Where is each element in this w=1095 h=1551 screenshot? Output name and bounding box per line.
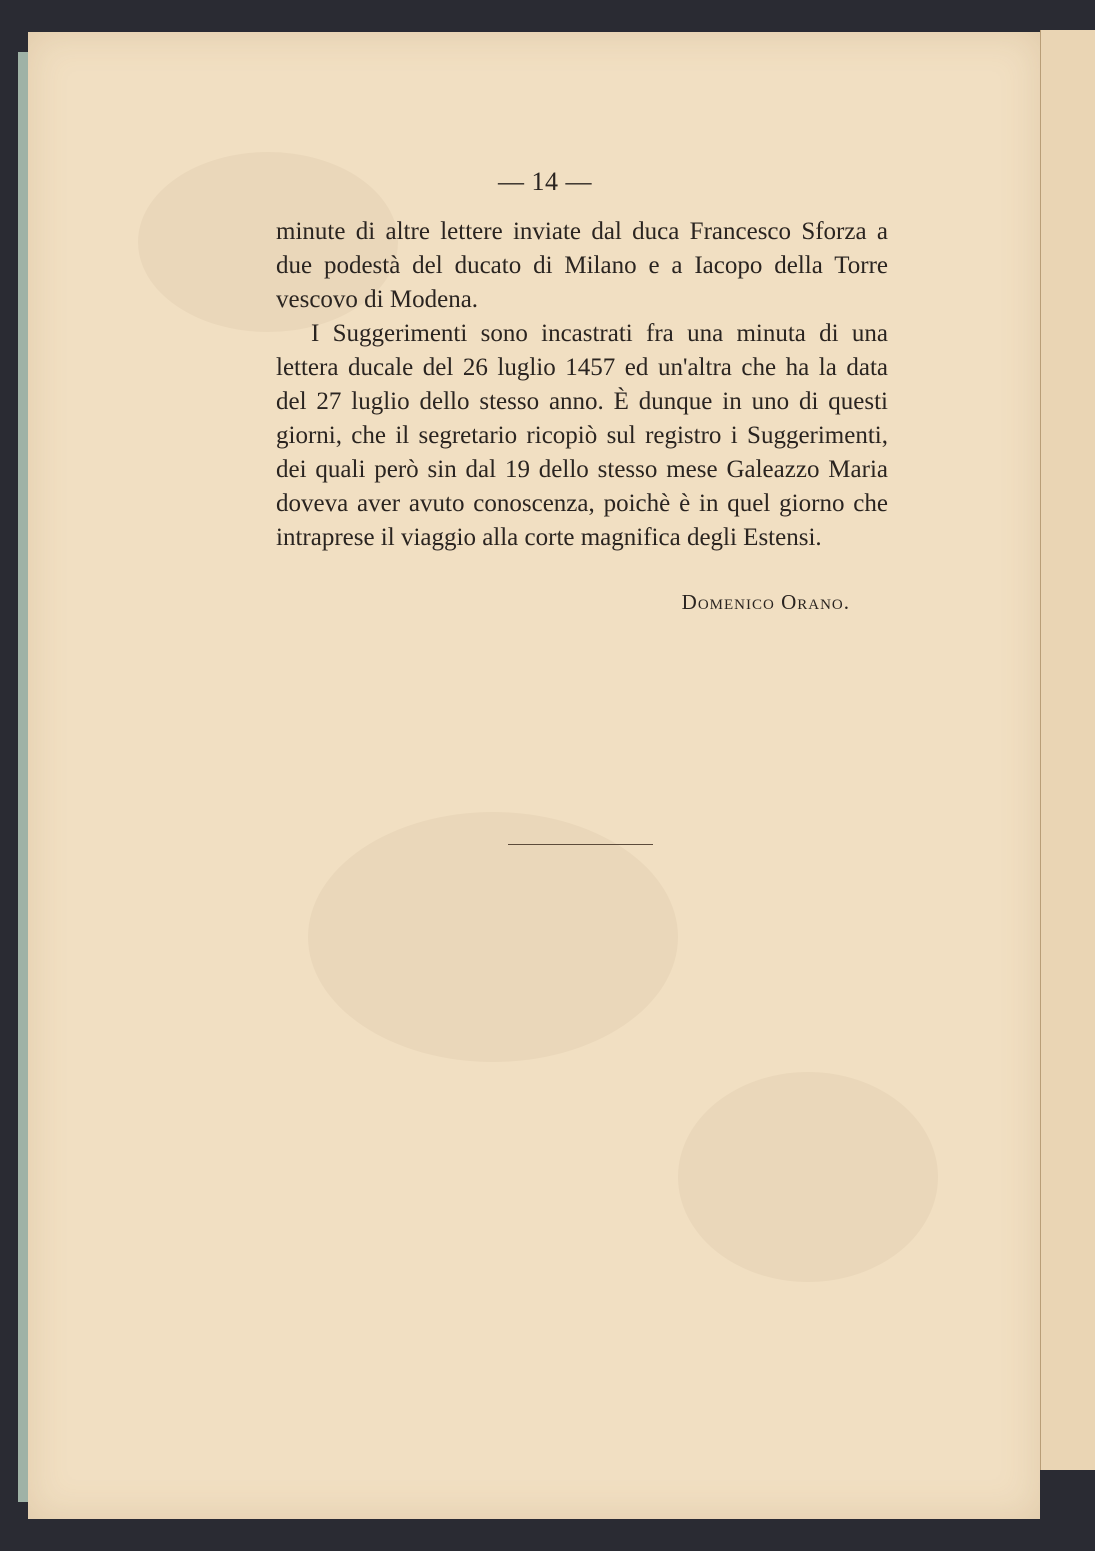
bleed-through-text	[246, 595, 896, 867]
next-page-edge	[1040, 30, 1095, 1470]
paragraph-suggerimenti: I Suggerimenti sono incastrati fra una minuta di una lettera ducale del 26 luglio 1457 ed un'altra che ha la data del 27 luglio dello stesso anno. È dunque in uno di questi giorni, che il segretario ricopiò sul registro i Suggerimenti, dei quali però sin dal 19 dello stesso mese Galeazzo Maria doveva aver avuto conoscenza, poichè è in quel giorno che intraprese il viaggio alla corte magnifica degli Estensi.	[276, 320, 888, 551]
body-text	[276, 215, 888, 555]
author-signature: Domenico Orano.	[681, 590, 850, 614]
end-rule	[508, 844, 653, 845]
paper-stain	[678, 1072, 938, 1282]
paragraph-continuation: minute di altre lettere inviate dal duca Francesco Sforza a due podestà del ducato di Milano e a Iacopo della Torre vescovo di Modena.	[276, 218, 888, 313]
page-number: — 14 —	[498, 167, 592, 196]
